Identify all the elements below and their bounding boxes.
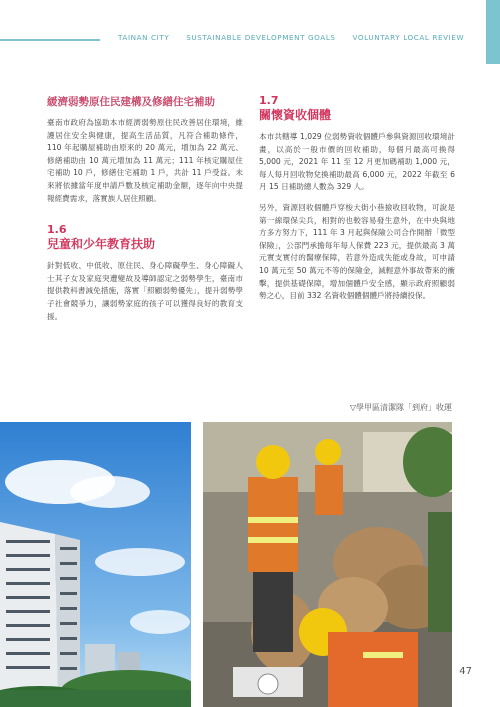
header-city: TAINAN CITY [118,33,170,42]
education-paragraph: 針對低收、中低收、原住民、身心障礙學生、身心障礙人士其子女及家庭突遭變故及導師認定之弱勢學生，臺南市提供教科書減免措施，落實「照顧弱勢優先」，提升弱勢學子社會競爭力，讓弱勢家庭的孩子可以獲得良好的教育支援。 [47,261,243,321]
section-number-1-7: 1.7 [259,94,279,107]
section-number-1-6: 1.6 [47,223,67,237]
recycling-workers-photo [203,422,452,707]
header-sdg: SUSTAINABLE DEVELOPMENT GOALS [186,33,336,42]
housing-subheading: 緩濟弱勢原住民建構及修繕住宅補助 [47,96,215,108]
page-number: 47 [459,666,472,677]
edge-tab [486,0,500,64]
running-header [118,33,465,42]
left-column [47,94,243,331]
housing-building-photo [0,422,191,707]
header-rule [0,39,100,41]
recycler-paragraph-1: 本市共轄導 1,029 位弱勢資收個體戶參與資源回收環境計畫，以高於一般市價的回收補助，每個月最高可換得 5,000 元，2021 年 11 至 12 月更加碼補助 1,000 元，每人每月回收物兌換補助最高 6,000 元，2022 年截至 6 月 15 日補助總人數為 329 人。 [259,132,455,192]
photo-caption: ▽學甲區清潔隊「到府」收運 [349,403,452,412]
section-title-education: 兒童和少年教育扶助 [47,237,156,252]
housing-paragraph: 臺南市政府為協助本市經濟弱勢原住民改善居住環境，維護居住安全與健康，提高生活品質，凡符合補助條件，110 年起購屋補助由原來的 20 萬元，增加為 22 萬元、修繕補助由 10 萬元增加為 11 萬元；111 年核定購屋住宅補助 10 戶，修繕住宅補助 1 戶，共計 11 戶受益。未來將依據當年度申請戶數及核定補助金額，逐年向中央提報經費需求，落實族人居住照顧。 [47,118,243,203]
right-column [259,94,455,311]
header-vlr: VOLUNTARY LOCAL REVIEW [352,33,465,42]
section-title-recyclers: 關懷資收個體 [259,108,332,122]
recycler-paragraph-2: 另外，資源回收個體戶穿梭大街小巷撿收回收物，可說是第一線環保尖兵，相對的也較容易發生意外，在中央與地方多方努力下，111 年 3 月起與保險公司合作開辦「微型保險」，公部門承擔每年每人保費 223 元，提供最高 3 萬元實支實付的醫療保障，若意外造成失能或身故，可申請 10 萬元至 50 萬元不等的保險金，減輕意外事故帶來的衝擊，提供基礎保障，增加個體戶安全感，顯示政府照顧弱勢之心，目前 332 名資收個體個體戶將持續投保。 [259,202,455,301]
